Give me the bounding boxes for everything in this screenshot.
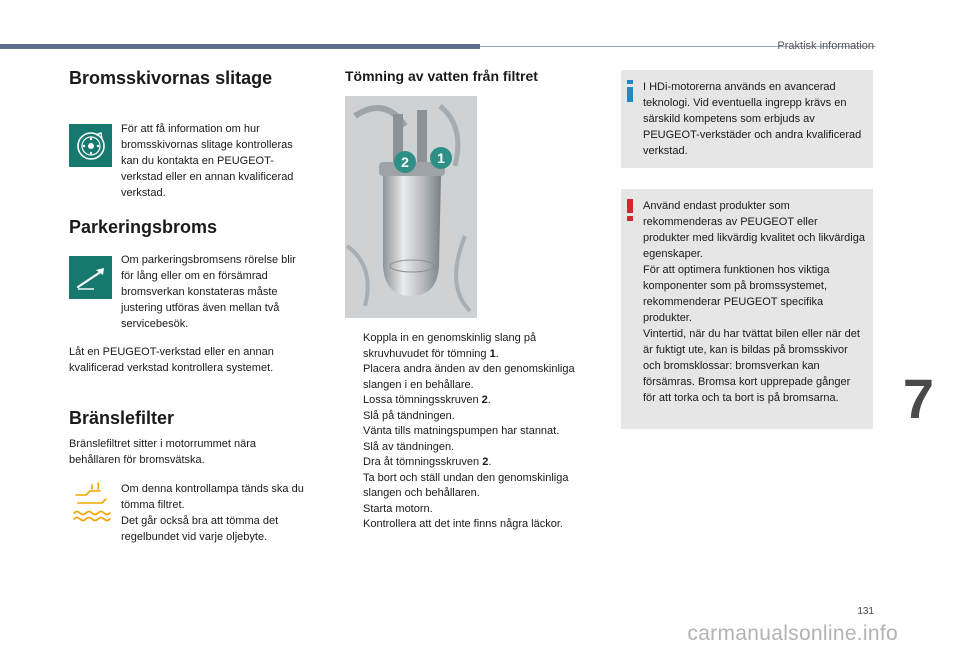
list-item: Dra åt tömningsskruven 2. [363,456,492,468]
brake-discs-heading: Bromsskivornas slitage [69,68,273,88]
brake-discs-text: För att få information om hur bromsskivornas slitage kontrolleras kan du kontakta en PEUGEOT-verkstad eller en annan kvalificerad verkstad. [121,123,294,199]
parking-brake-text-2: Låt en PEUGEOT-verkstad eller en annan kvalificerad verkstad kontrollera systemet. [69,346,274,374]
callout-1: 1 [437,150,445,166]
callout-2: 2 [401,154,409,170]
warning-icon [624,199,636,221]
parking-brake-heading: Parkeringsbroms [69,217,218,237]
drain-steps [345,331,600,533]
info-icon [624,80,636,102]
brake-disc-icon [69,124,112,167]
watermark: carmanualsonline.info [687,622,898,645]
fuel-filter-text-2: Om denna kontrollampa tänds ska du tömma filtret. [121,483,304,511]
warning-text-3: Vintertid, när du har tvättat bilen eller när det är fuktigt ute, kan is bildas på bromsskivor och bromsklossar: bromsverkan kan försämras. Bromsa kort upprepade gånger för att torka och ta bort is på bromsarna. [643,328,860,404]
list-item: Slå på tändningen. [363,409,455,422]
list-item: Placera andra änden av den genomskinliga slangen i en behållare. [363,363,575,391]
list-item: Kontrollera att det inte finns några läckor. [363,518,563,530]
list-item: Ta bort och ställ undan den genomskinliga slangen och behållaren. [363,471,569,499]
header-bar [0,44,480,49]
parking-brake-text: Om parkeringsbromsens rörelse blir för lång eller om en försämrad bromsverkan konstateras måste justering utföras även mellan två servicebesök. [121,254,296,330]
chapter-number: 7 [902,367,934,430]
info-note [621,70,873,168]
list-item: Starta motorn. [363,502,433,515]
list-item: Vänta tills matningspumpen har stannat. [363,425,560,437]
list-item: Lossa tömningsskruven 2. [363,394,491,406]
fuel-filter-heading: Bränslefilter [69,408,175,428]
list-item: Slå av tändningen. [363,440,455,453]
fuel-filter-photo [345,96,477,318]
fuel-filter-text-3: Det går också bra att tömma det regelbundet vid varje oljebyte. [121,515,279,543]
parking-brake-icon [69,256,112,299]
warning-text-2: För att optimera funktionen hos viktiga komponenter som på bromssystemet, rekommenderar PEUGEOT specifika produkter. [643,264,830,324]
section-title: Praktisk information [777,40,874,52]
fuel-filter-text: Bränslefiltret sitter i motorrummet nära behållaren för bromsvätska. [69,438,257,466]
list-item: Koppla in en genomskinlig slang på skruvhuvudet för tömning 1. [363,332,537,360]
info-note-text: I HDi-motorerna används en avancerad teknologi. Vid eventuella ingrepp krävs en särskild kompetens som erbjuds av PEUGEOT-verkstäder och andra kvalificerad verkstad. [643,81,862,157]
warning-text-1: Använd endast produkter som rekommenderas av PEUGEOT eller produkter med likvärdig kvalitet och likvärdiga egenskaper. [643,200,865,260]
page-number: 131 [857,606,874,617]
water-in-fuel-icon [72,481,115,524]
warning-note [621,189,873,429]
drain-heading: Tömning av vatten från filtret [345,68,538,84]
